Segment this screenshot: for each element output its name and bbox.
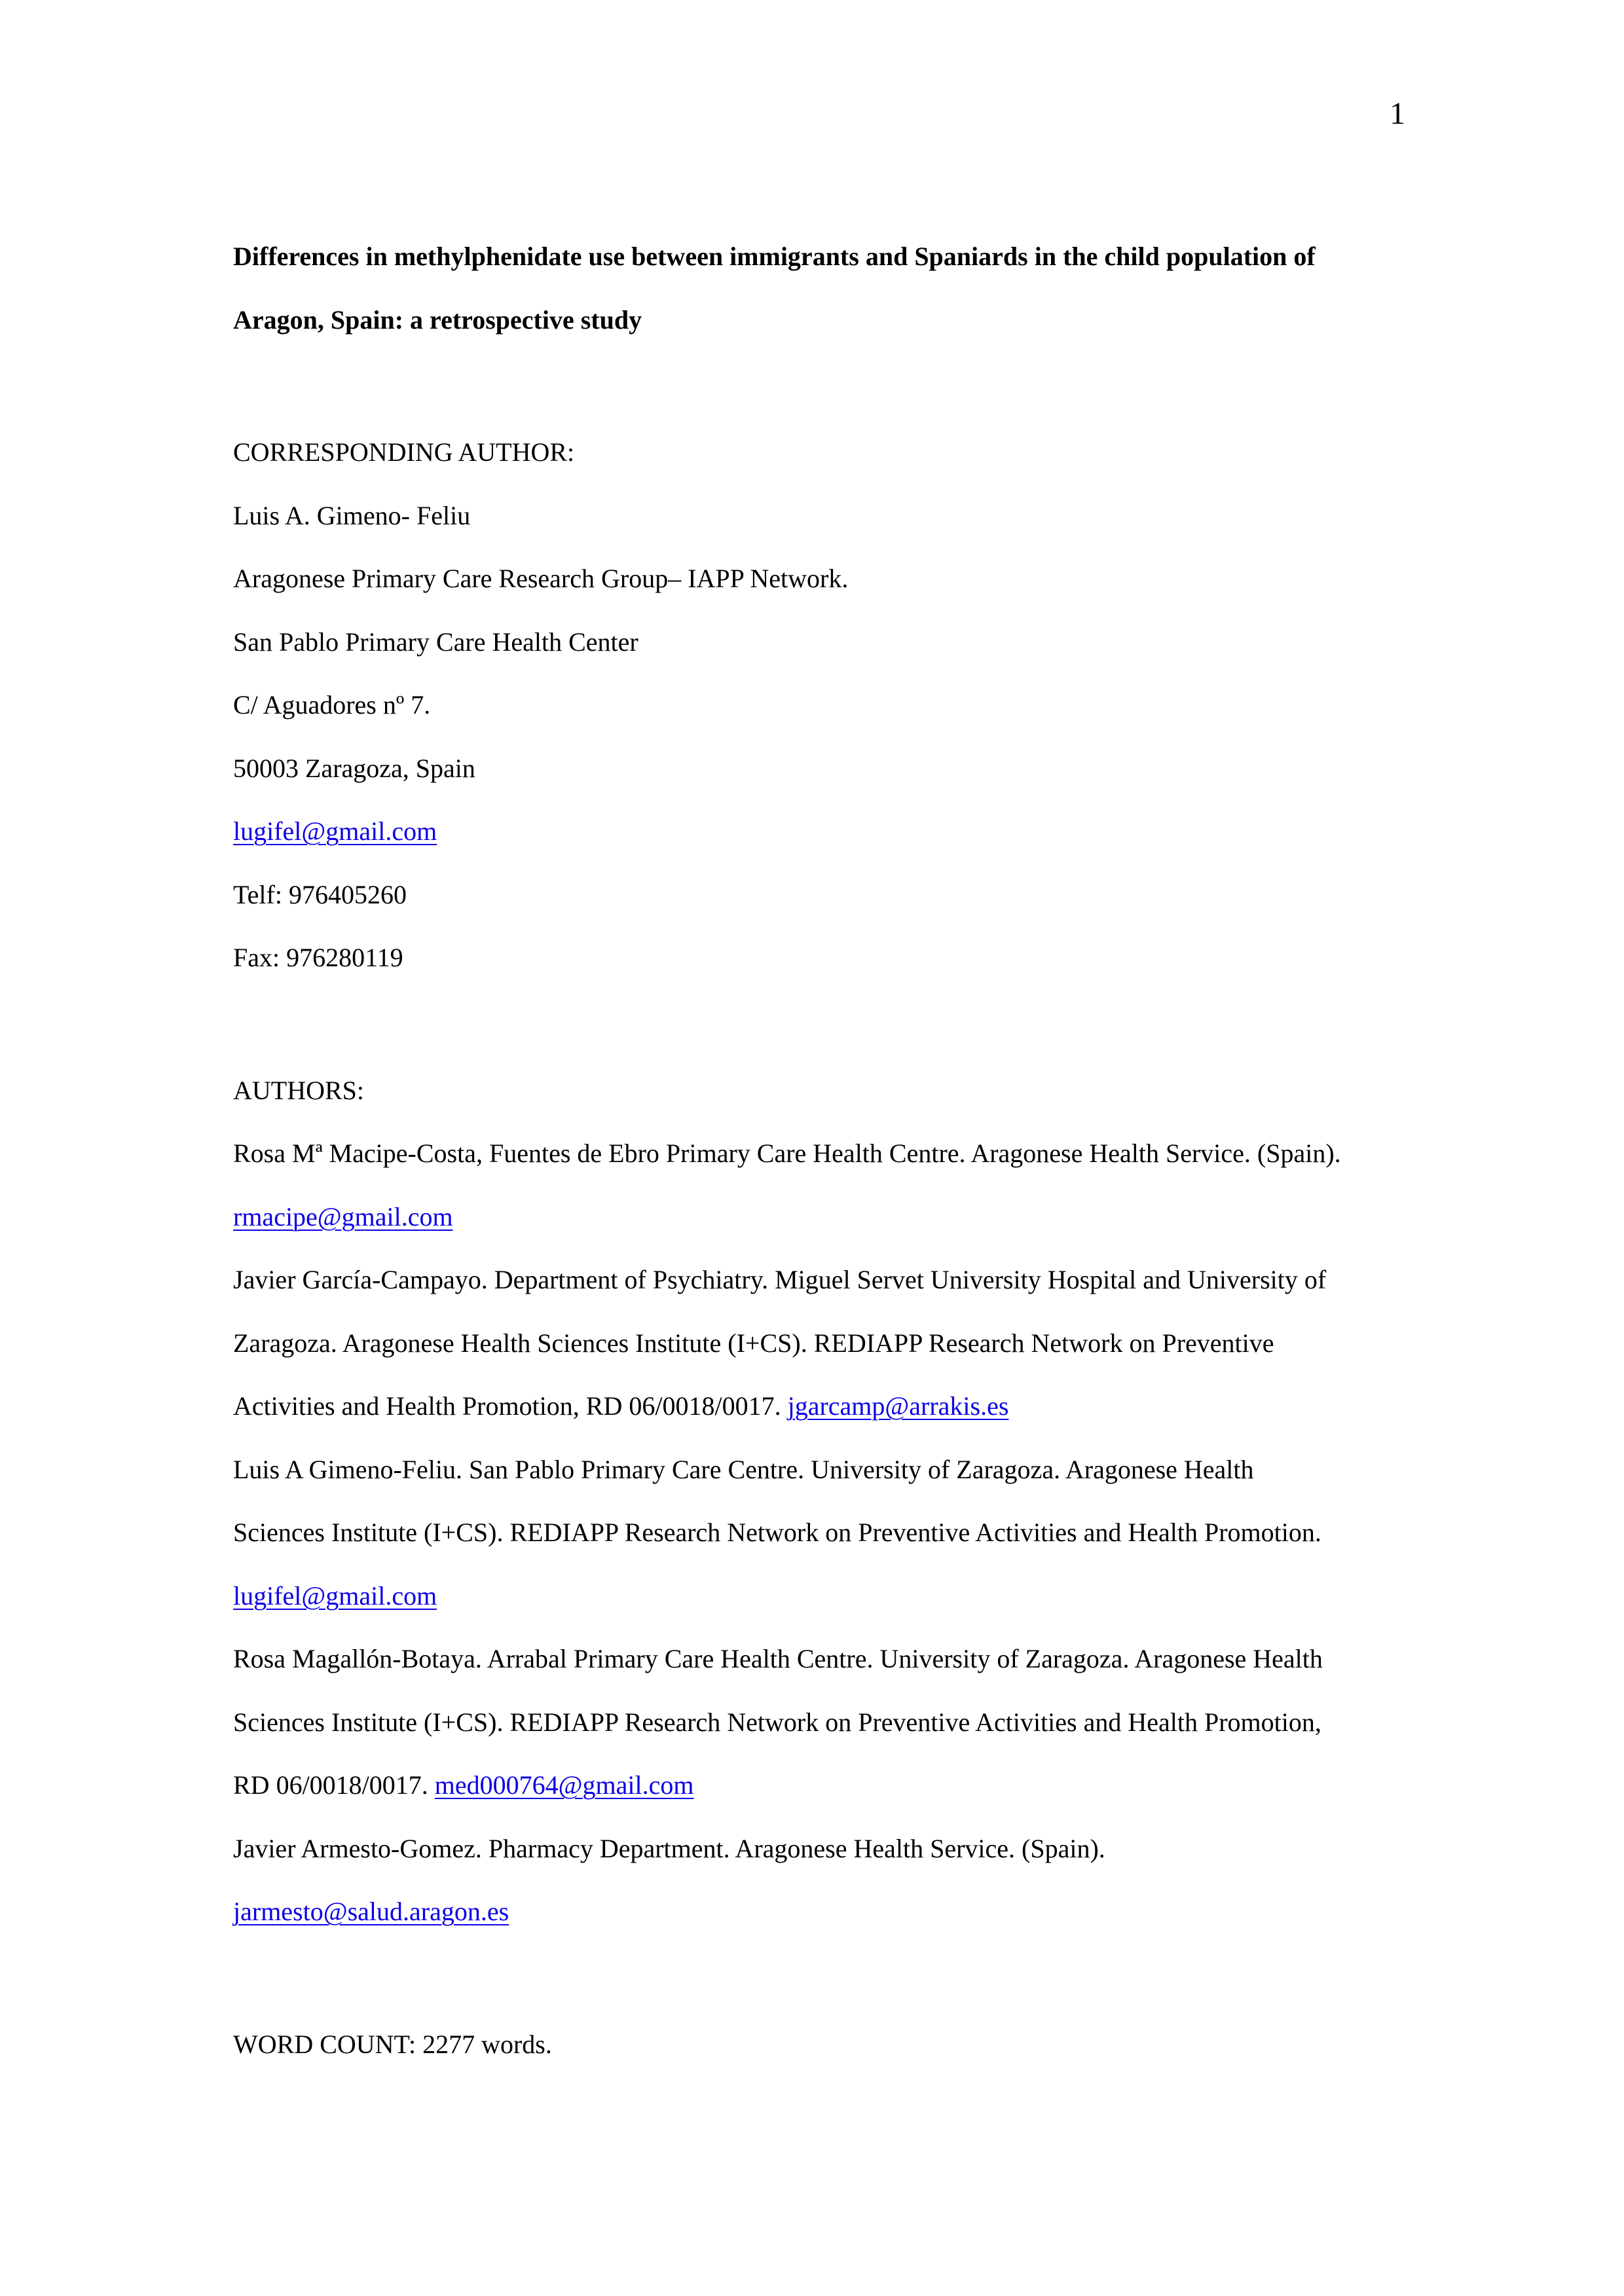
paper-title-line-1: Differences in methylphenidate use between immigrants and Spaniards in the child population of [233,242,1316,271]
author-5-email-line [233,1880,1399,1944]
title-page-content [233,225,1399,2076]
corresponding-author-email-line [233,800,1399,864]
authors-heading: AUTHORS: [233,1075,365,1105]
corresponding-author-email-link[interactable]: lugifel@gmail.com [233,816,437,846]
author-3-affiliation-line-2: Sciences Institute (I+CS). REDIAPP Research Network on Preventive Activities and Health Promotion. [233,1518,1321,1547]
corresponding-author-name: Luis A. Gimeno- Feliu [233,500,471,530]
author-1-email-line [233,1186,1399,1249]
author-1-email-link[interactable]: rmacipe@gmail.com [233,1201,453,1231]
author-5-email-link[interactable]: jarmesto@salud.aragon.es [233,1897,509,1926]
corresponding-author-street: C/ Aguadores nº 7. [233,690,431,720]
author-2-affiliation-line-3 [233,1375,1399,1438]
paper-title-line-2: Aragon, Spain: a retrospective study [233,304,642,335]
corresponding-author-city: 50003 Zaragoza, Spain [233,753,475,783]
author-3-email-line [233,1565,1399,1628]
spacer [233,990,1399,1059]
author-4-email-link[interactable]: med000764@gmail.com [434,1770,694,1800]
corresponding-author-center: San Pablo Primary Care Health Center [233,627,638,657]
author-4-affiliation-line-1: Rosa Magallón-Botaya. Arrabal Primary Care Health Centre. University of Zaragoza. Aragonese Health [233,1644,1323,1673]
author-3-email-link[interactable]: lugifel@gmail.com [233,1580,437,1611]
page-number: 1 [1390,96,1405,131]
author-2-affiliation-line-2: Zaragoza. Aragonese Health Sciences Institute (I+CS). REDIAPP Research Network on Preventive [233,1328,1274,1358]
spacer [233,352,1399,421]
corresponding-author-heading: CORRESPONDING AUTHOR: [233,437,575,467]
spacer [233,1944,1399,2013]
author-2-email-link[interactable]: jgarcamp@arrakis.es [787,1391,1009,1421]
author-2-affiliation-line-1: Javier García-Campayo. Department of Psychiatry. Miguel Servet University Hospital and University of [233,1265,1327,1294]
corresponding-author-fax: Fax: 976280119 [233,943,403,972]
author-5-affiliation: Javier Armesto-Gomez. Pharmacy Department. Aragonese Health Service. (Spain). [233,1833,1105,1863]
author-4-affiliation-line-2: Sciences Institute (I+CS). REDIAPP Research Network on Preventive Activities and Health Promotion, [233,1707,1321,1737]
author-3-affiliation-line-1: Luis A Gimeno-Feliu. San Pablo Primary Care Centre. University of Zaragoza. Aragonese Health [233,1454,1254,1484]
corresponding-author-affiliation: Aragonese Primary Care Research Group– IAPP Network. [233,564,849,593]
corresponding-author-phone: Telf: 976405260 [233,879,407,909]
author-4-affiliation-line-3 [233,1754,1399,1817]
word-count: WORD COUNT: 2277 words. [233,2029,552,2059]
author-1-affiliation: Rosa Mª Macipe-Costa, Fuentes de Ebro Primary Care Health Centre. Aragonese Health Service. (Spain). [233,1139,1341,1168]
author-4-affiliation-text: RD 06/0018/0017. [233,1770,435,1800]
author-2-affiliation-text: Activities and Health Promotion, RD 06/0018/0017. [233,1391,788,1421]
